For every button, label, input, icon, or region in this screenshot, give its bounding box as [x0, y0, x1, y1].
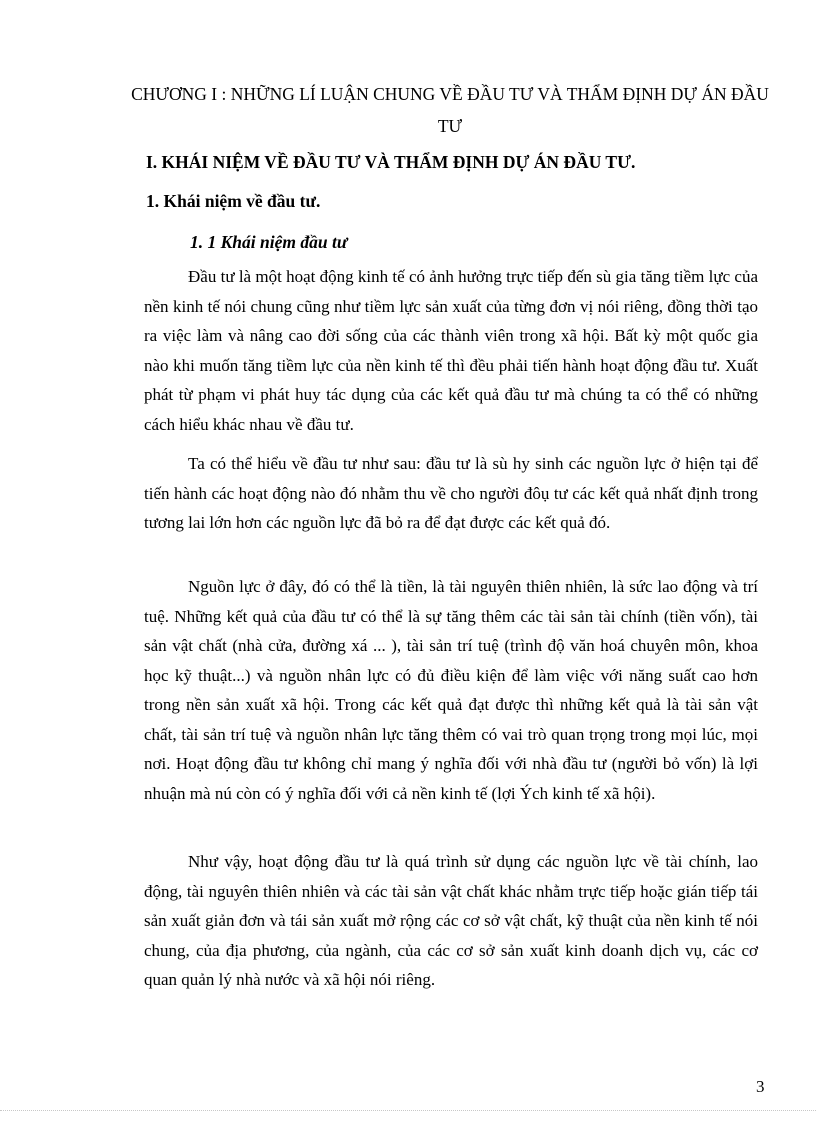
chapter-title: CHƯƠNG I : NHỮNG LÍ LUẬN CHUNG VỀ ĐẦU TƯ VÀ THẨM ĐỊNH DỰ ÁN ĐẦU TƯ [131, 84, 769, 136]
page-bottom-divider [0, 1110, 816, 1111]
paragraph: Đầu tư là một hoạt động kinh tế có ảnh hưởng trực tiếp đến sù gia tăng tiềm lực của nền kinh tế nói chung cũng như tiềm lực sản xuất của từng đơn vị nói riêng, đồng thời tạo ra việc làm và nâng cao đời sống của các thành viên trong xã hội. Bất kỳ một quốc gia nào khi muốn tăng tiềm lực của nền kinh tế thì đều phải tiến hành hoạt động đầu tư. Xuất phát từ phạm vi phát huy tác dụng của các kết quả đầu tư mà chúng ta có thể có những cách hiểu khác nhau về đầu tư. [144, 267, 758, 434]
subsection-heading: 1. Khái niệm về đầu tư. [146, 191, 321, 211]
section-heading: I. KHÁI NIỆM VỀ ĐẦU TƯ VÀ THẨM ĐỊNH DỰ ÁN ĐẦU TƯ. [146, 152, 636, 172]
paragraph: Như vậy, hoạt động đầu tư là quá trình sử dụng các nguồn lực về tài chính, lao động, tài nguyên thiên nhiên và các tài sản vật chất khác nhằm trực tiếp hoặc gián tiếp tái sản xuất giản đơn và tái sản xuất mở rộng các cơ sở vật chất, kỹ thuật của nền kinh tế nói chung, của địa phương, của ngành, của các cơ sở sản xuất kinh doanh dịch vụ, các cơ quan quản lý nhà nước và xã hội nói riêng. [144, 852, 758, 989]
subsubsection-heading: 1. 1 Khái niệm đầu tư [190, 232, 348, 252]
paragraph: Ta có thể hiểu về đầu tư như sau: đầu tư là sù hy sinh các nguồn lực ở hiện tại để tiến hành các hoạt động nào đó nhằm thu về cho người đôụ tư các kết quả nhất định trong tương lai lớn hơn các nguồn lực đã bỏ ra để đạt được các kết quả đó. [144, 454, 758, 532]
page-number: 3 [756, 1077, 765, 1096]
paragraph: Nguồn lực ở đây, đó có thể là tiền, là tài nguyên thiên nhiên, là sức lao động và trí tuệ. Những kết quả của đầu tư có thể là sự tăng thêm các tài sản tài chính (tiền vốn), tài sản vật chất (nhà cửa, đường xá ... ), tài sản trí tuệ (trình độ văn hoá chuyên môn, khoa học kỹ thuật...) và nguồn nhân lực có đủ điều kiện để làm việc với năng suất cao hơn trong nền sản xuất xã hội. Trong các kết quả đạt được thì những kết quả là tài sản vật chất, tài sản trí tuệ và nguồn nhân lực tăng thêm có vai trò quan trọng trong mọi lúc, mọi nơi. Hoạt động đầu tư không chỉ mang ý nghĩa đối với nhà đầu tư (người bỏ vốn) là lợi nhuận mà nú còn có ý nghĩa đối với cả nền kinh tế (lợi Ých kinh tế xã hội). [144, 577, 758, 803]
